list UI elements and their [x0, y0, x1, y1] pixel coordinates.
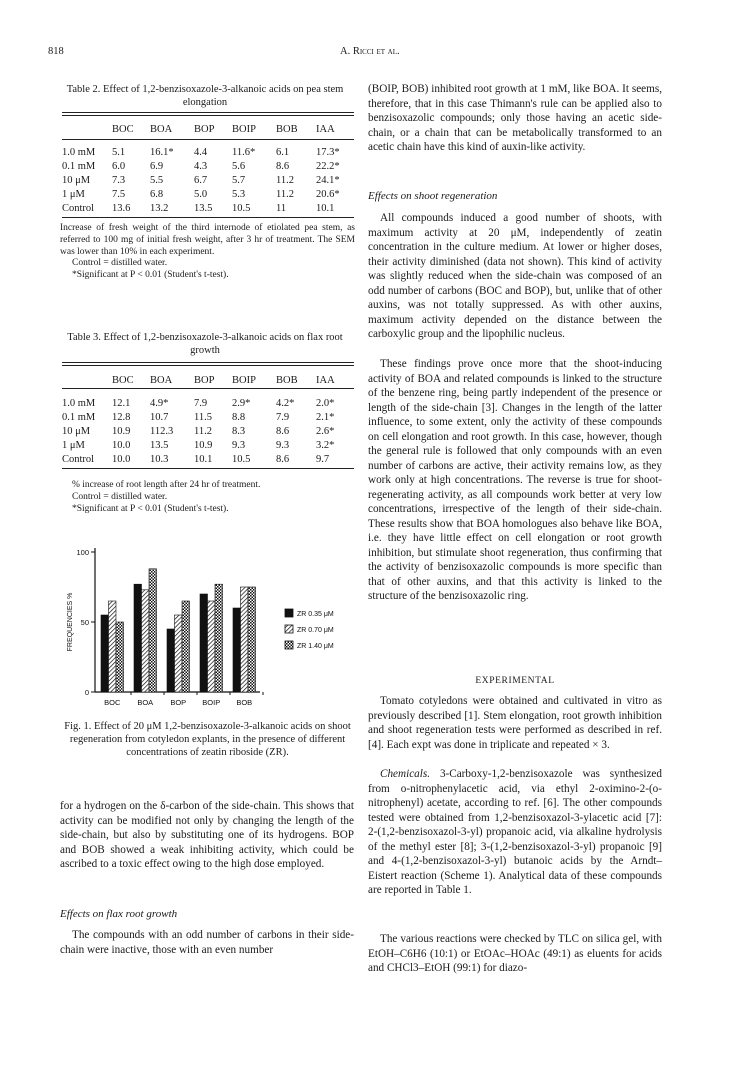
x-tick-label: BOC: [104, 698, 121, 707]
bar: [248, 587, 256, 692]
table2-cell: 10.1: [316, 202, 335, 214]
table2-row-label: 1.0 mM: [62, 146, 96, 158]
table3-cell: 112.3: [150, 425, 174, 437]
table3-row: [62, 424, 354, 438]
table2-cell: 5.6: [232, 160, 246, 172]
table3-caption: Table 3. Effect of 1,2-benzisoxazole-3-alkanoic acids on flax root growth: [67, 332, 343, 356]
table2-cell: 5.1: [112, 146, 126, 158]
table3-cell: 9.3: [276, 439, 290, 451]
table2-cell: 24.1*: [316, 174, 340, 186]
table3-cell: 7.9: [194, 397, 208, 409]
table3-cell: 9.7: [316, 453, 330, 465]
right-paragraph-5: [368, 767, 662, 898]
table3-cell: 10.0: [112, 439, 131, 451]
table3-cell: 8.6: [276, 453, 290, 465]
table2-row-label: 10 μM: [62, 174, 91, 186]
table2-cell: 11.6*: [232, 146, 256, 158]
legend-swatch: [285, 625, 293, 633]
table2: [62, 119, 354, 215]
table2-col-header: BOA: [150, 123, 173, 135]
table2-cell: 6.7: [194, 174, 208, 186]
table3-cell: 10.1: [194, 453, 213, 465]
bar: [149, 569, 157, 692]
table2-notes: [60, 223, 355, 282]
bar: [208, 601, 216, 692]
chart-bars: [101, 569, 256, 692]
table3-row: [62, 438, 354, 452]
right-paragraph-4: Tomato cotyledons were obtained and cultivated in vitro as previously described [1]. Stem elongation, root growth inhibition and shoot regeneration tests were performed as described in ref. [4]. Each expt was done in triplicate and repeated × 3.: [368, 695, 662, 751]
table2-row-label: Control: [62, 202, 95, 214]
table2-row-label: 0.1 mM: [62, 160, 96, 172]
bar: [101, 615, 109, 692]
chemicals-label: Chemicals.: [380, 768, 431, 780]
table3: [62, 370, 354, 466]
experimental-heading: EXPERIMENTAL: [475, 676, 555, 686]
table2-cell: 6.9: [150, 160, 164, 172]
table3-cell: 11.5: [194, 411, 212, 423]
bar: [116, 622, 124, 692]
table2-cell: 11.2: [276, 188, 294, 200]
left-body-paragraph: for a hydrogen on the δ-carbon of the side-chain. This shows that activity can be modified not only by changing the length of the side-chain, but also by substituting one of its hydrogens. BOP and BOB showed a weak inhibiting activity, which could be ascribed to a toxic effect owing to the high dose employed.: [60, 800, 354, 870]
table2-cell: 5.5: [150, 174, 164, 186]
table3-note-2: Control = distilled water.: [72, 491, 168, 502]
bar: [142, 590, 150, 692]
table2-cell: 13.2: [150, 202, 169, 214]
table2-col-header: [62, 119, 112, 139]
table2-row: [62, 201, 354, 215]
table3-col-header: BOA: [150, 374, 173, 386]
table3-cell: 11.2: [194, 425, 212, 437]
bar: [134, 584, 142, 692]
table3-row-label: 1.0 mM: [62, 397, 96, 409]
table3-cell: 10.0: [112, 453, 131, 465]
table3-cell: 4.2*: [276, 397, 295, 409]
table3-row-label: 0.1 mM: [62, 411, 96, 423]
table3-col-header: BOP: [194, 374, 215, 386]
table3-col-header: [62, 370, 112, 390]
table2-col-header: IAA: [316, 123, 335, 135]
running-title: A. Ricci et al.: [340, 46, 400, 57]
table3-cell: 8.3: [232, 425, 246, 437]
table3-cell: 4.9*: [150, 397, 169, 409]
table3-cell: 8.8: [232, 411, 246, 423]
table3-cell: 9.3: [232, 439, 246, 451]
shoot-heading: Effects on shoot regeneration: [368, 190, 498, 202]
table2-note-3: *Significant at P < 0.01 (Student's t-test).: [72, 270, 229, 281]
table2-col-header: BOIP: [232, 123, 256, 135]
bar: [241, 587, 249, 692]
table2-cell: 6.1: [276, 146, 290, 158]
table2-cell: 5.0: [194, 188, 208, 200]
table3-row: [62, 410, 354, 424]
x-tick-label: BOA: [137, 698, 154, 707]
table3-col-header: IAA: [316, 374, 335, 386]
table3-top-rule-2: [62, 365, 354, 366]
legend-label: ZR 0.70 μM: [297, 627, 334, 634]
y-tick-label: 100: [76, 548, 89, 557]
legend-swatch: [285, 609, 293, 617]
table2-top-rule-2: [62, 115, 354, 116]
table3-cell: 10.3: [150, 453, 169, 465]
right-paragraph-1: (BOIP, BOB) inhibited root growth at 1 mM, like BOA. It seems, therefore, that in this case Thimann's rule can be applied also to benzisoxazolic compounds; only those having an acetic side-chain, or a chain that can be metabolically transformed to an acetic chain have this kind of auxin-like activity.: [368, 83, 662, 153]
bar: [109, 601, 117, 692]
table3-note-3: *Significant at P < 0.01 (Student's t-test).: [72, 503, 229, 514]
y-tick-label: 0: [84, 688, 89, 697]
table2-cell: 16.1*: [150, 146, 174, 158]
table2-top-rule: [62, 112, 354, 113]
y-axis-label: FREQUENCIES %: [67, 592, 74, 652]
table2-cell: 6.0: [112, 160, 126, 172]
table2-row: [62, 187, 354, 201]
chart-axes: [67, 548, 260, 697]
legend-label: ZR 0.35 μM: [297, 611, 334, 618]
table3-row-label: 10 μM: [62, 425, 91, 437]
bar: [182, 601, 190, 692]
table3-notes: [72, 480, 352, 515]
chemicals-text: 3-Carboxy-1,2-benzisoxazole was synthesized from o-nitrophenylacetic acid, via ethyl 2-oximino-2-(o-nitrophenyl) acetate, according to ref. [6]. The other compounds tested were obtained from 1,2-benzisoxazol-3-ylacetic acid [7]: 2-(1,2-benzisoxazol-3-yl) propanoic acid, via alkaline hydrolysis of the methyl ester [8]; 3-(1,2-benzisoxazol-3-yl) propanoic [9] and 4-(1,2-benzisoxazol-3-yl) butanoic acids by the Arndt–Eistert reaction (Scheme 1). Analytical data of these compounds are reported in Table 1.: [368, 768, 662, 896]
table3-cell: 10.7: [150, 411, 169, 423]
right-paragraph-2: All compounds induced a good number of shoots, with maximum activity at 20 μM, independently of zeatin concentration in the culture medium. At lower or higher doses, their activity diminished (data not shown). This kind of activity was slightly reduced when the side-chain was composed of an odd number of carbons (BOC and BOP), but, unlike that of other auxins, was not totally suppressed. As with other auxins, maximum activity depended on the distance between the carboxylic group and the lipophilic nucleus.: [368, 212, 662, 340]
table2-col-header: BOB: [276, 123, 298, 135]
bar: [233, 608, 241, 692]
table3-row: [62, 390, 354, 410]
fig1-caption: Fig. 1. Effect of 20 μM 1,2-benzisoxazole-3-alkanoic acids on shoot regeneration from cotyledon explants, in the presence of different concentrations of zeatin riboside (ZR).: [64, 721, 351, 758]
table2-bottom-rule: [62, 217, 354, 218]
table2-cell: 7.5: [112, 188, 126, 200]
table3-bottom-rule: [62, 468, 354, 469]
table3-col-header: BOC: [112, 374, 134, 386]
table2-row: [62, 159, 354, 173]
table2-row: [62, 173, 354, 187]
page-number: 818: [48, 46, 64, 57]
table3-cell: 10.5: [232, 453, 251, 465]
x-tick-label: BOB: [236, 698, 253, 707]
table3-cell: 13.5: [150, 439, 169, 451]
table2-cell: 5.7: [232, 174, 246, 186]
table2-cell: 22.2*: [316, 160, 340, 172]
chart-legend: [285, 609, 334, 650]
bar: [200, 594, 208, 692]
table2-caption: Table 2. Effect of 1,2-benzisoxazole-3-alkanoic acids on pea stem elongation: [66, 84, 344, 108]
table2-cell: 7.3: [112, 174, 126, 186]
table3-note-1: % increase of root length after 24 hr of treatment.: [72, 480, 261, 490]
bar: [175, 615, 183, 692]
table2-cell: 6.8: [150, 188, 164, 200]
legend-swatch: [285, 641, 293, 649]
table2-row: [62, 139, 354, 159]
x-tick-label: BOIP: [202, 698, 221, 707]
table3-cell: 10.9: [112, 425, 131, 437]
right-paragraph-3: These findings prove once more that the shoot-inducing activity of BOA and related compounds is linked to the structure of the benzene ring, being partly independent of the presence or length of the side-chain [3]. Changes in the length of the latter influence, to some extent, only the activity of these compounds on cell elongation and root growth. In this case, however, though the general rule is followed that only compounds with an even number of carbons are active, their activity remains low, as they work only at high concentrations. The reverse is true for shoot-regenerating activity, as all compounds work better at very low concentrations, irrespective of the length of their side-chain. These results show that BOA homologues also behave like BOA, i.e. they have little effect on cell elongation or root growth inhibition, but stimulate shoot regeneration, thus confirming that the activity of benzisoxazolic compounds is more specific than that of other auxins, and that this activity is linked to the structure of the benzisoxazolic ring.: [368, 358, 662, 602]
table3-cell: 2.1*: [316, 411, 335, 423]
flax-heading: Effects on flax root growth: [60, 908, 178, 920]
table2-cell: 20.6*: [316, 188, 340, 200]
table2-cell: 11.2: [276, 174, 294, 186]
bar: [215, 584, 223, 692]
bar: [167, 629, 175, 692]
chart-x-labels: [104, 692, 263, 707]
table2-note-2: Control = distilled water.: [72, 258, 168, 269]
table3-col-header: BOB: [276, 374, 298, 386]
table2-cell: 8.6: [276, 160, 290, 172]
table3-cell: 12.1: [112, 397, 131, 409]
table2-cell: 13.6: [112, 202, 131, 214]
table2-col-header: BOC: [112, 123, 134, 135]
table2-col-header: BOP: [194, 123, 215, 135]
table2-cell: 13.5: [194, 202, 213, 214]
right-paragraph-6: The various reactions were checked by TLC on silica gel, with EtOH–C6H6 (10:1) or EtOAc–HOAc (49:1) as eluents for acids and CHCl3–EtOH (99:1) for diazo-: [368, 933, 662, 974]
table3-cell: 2.0*: [316, 397, 335, 409]
table3-cell: 2.9*: [232, 397, 251, 409]
table3-row: [62, 452, 354, 466]
table3-cell: 2.6*: [316, 425, 335, 437]
table2-note-1: Increase of fresh weight of the third internode of etiolated pea stem, as referred to 100 mg of initial fresh weight, after 3 hr of treatment. The SEM was lower than 10% in each experiment.: [60, 223, 355, 257]
table3-row-label: 1 μM: [62, 439, 85, 451]
table2-cell: 10.5: [232, 202, 251, 214]
table3-col-header: BOIP: [232, 374, 256, 386]
table3-top-rule: [62, 362, 354, 363]
table3-row-label: Control: [62, 453, 95, 465]
x-tick-label: BOP: [170, 698, 187, 707]
fig1-chart: [55, 535, 355, 710]
flax-paragraph: The compounds with an odd number of carbons in their side-chain were inactive, those with an even number: [60, 929, 354, 956]
table2-cell: 4.3: [194, 160, 208, 172]
table3-cell: 8.6: [276, 425, 290, 437]
y-tick-label: 50: [80, 618, 89, 627]
table2-row-label: 1 μM: [62, 188, 85, 200]
table2-cell: 4.4: [194, 146, 208, 158]
table2-cell: 11: [276, 202, 287, 214]
table2-cell: 5.3: [232, 188, 246, 200]
legend-label: ZR 1.40 μM: [297, 643, 334, 650]
table3-cell: 3.2*: [316, 439, 335, 451]
table3-cell: 12.8: [112, 411, 131, 423]
table3-cell: 10.9: [194, 439, 213, 451]
table3-cell: 7.9: [276, 411, 290, 423]
table2-cell: 17.3*: [316, 146, 340, 158]
